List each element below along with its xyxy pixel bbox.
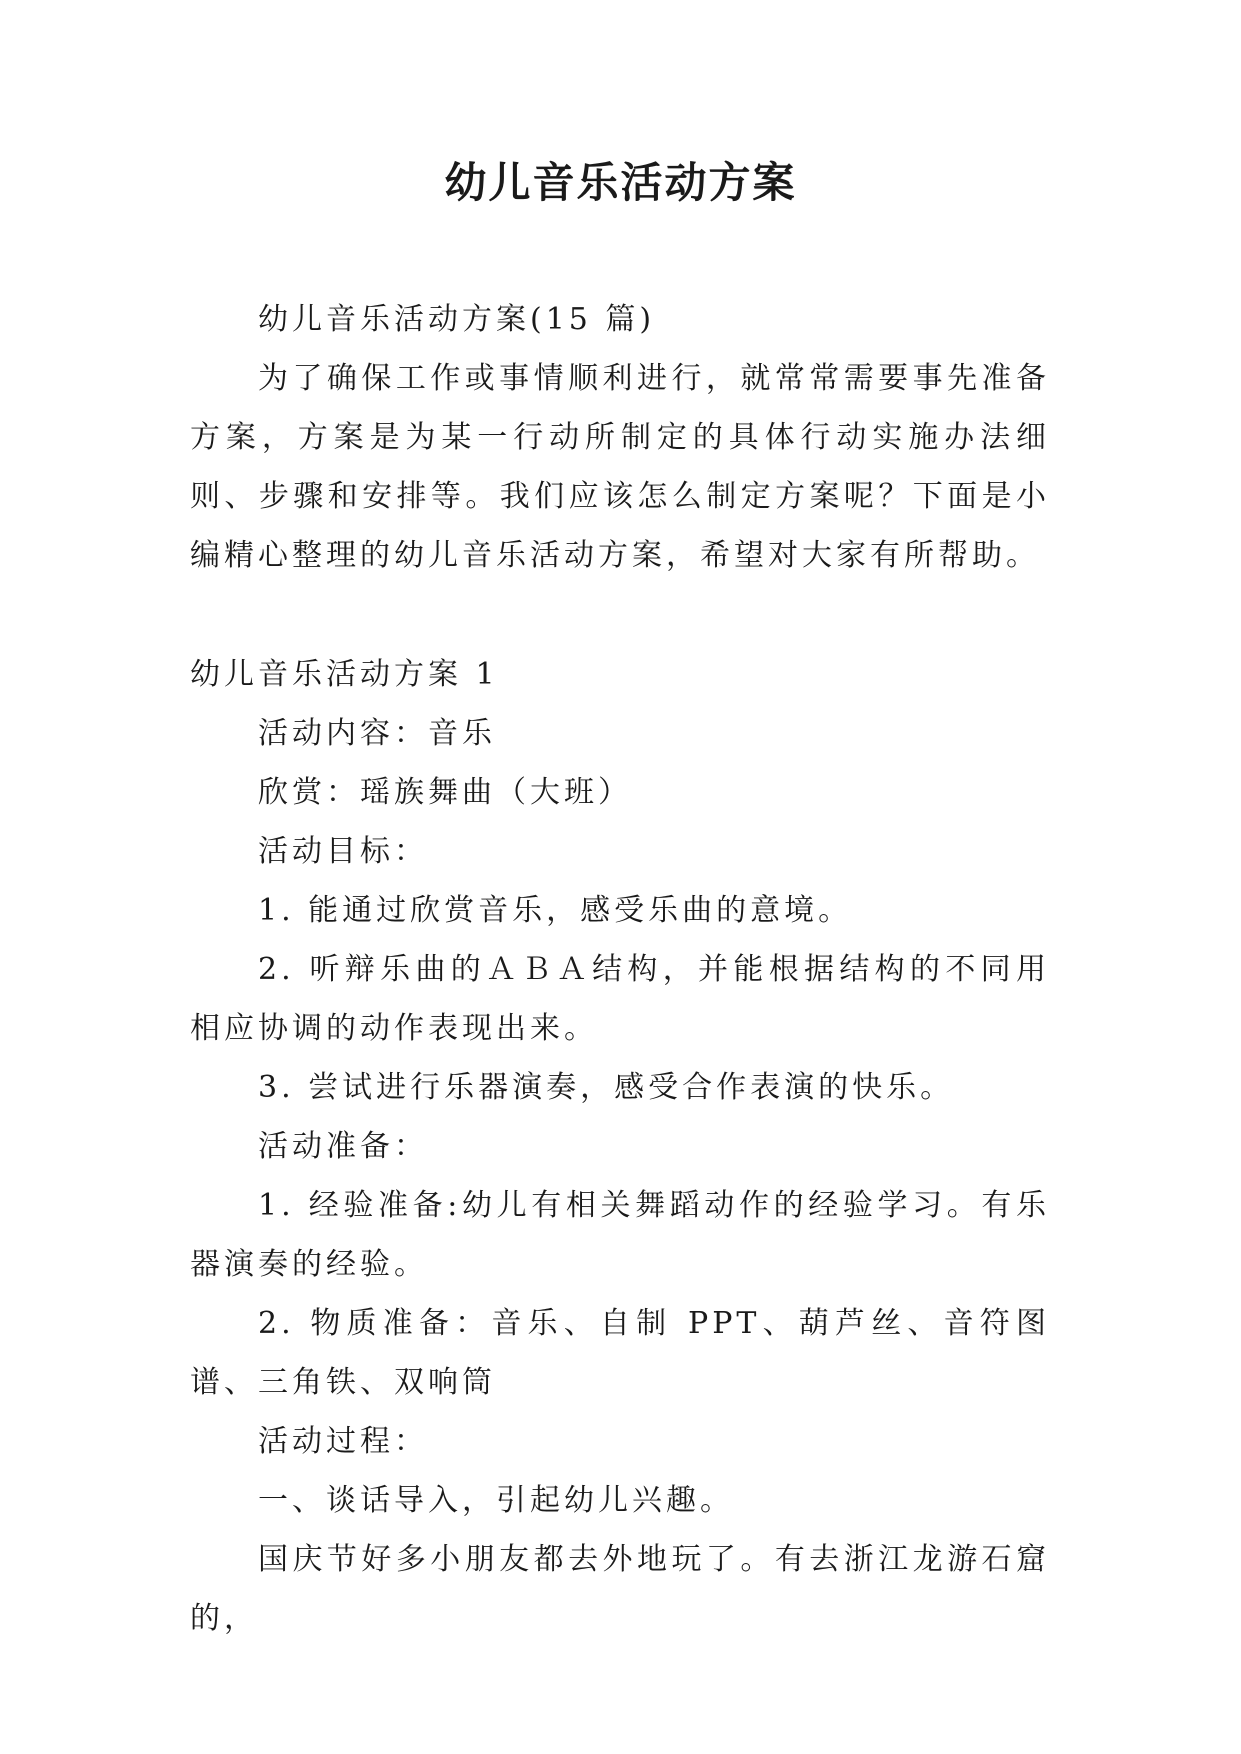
- goal-3: 3. 尝试进行乐器演奏，感受合作表演的快乐。: [258, 1070, 955, 1105]
- document-title: 幼儿音乐活动方案: [444, 158, 797, 207]
- goal-1: 1. 能通过欣赏音乐，感受乐曲的意境。: [258, 893, 853, 928]
- activity-prep-heading: 活动准备：: [258, 1129, 428, 1164]
- activity-content: 活动内容：音乐: [258, 716, 496, 751]
- section-heading-1: 幼儿音乐活动方案 1: [190, 657, 499, 692]
- prep-2: 2. 物质准备：音乐、自制 PPT、葫芦丝、音符图谱、三角铁、双响筒: [190, 1306, 1050, 1400]
- process-paragraph: 国庆节好多小朋友都去外地玩了。有去浙江龙游石窟的，: [190, 1542, 1050, 1636]
- prep-1: 1. 经验准备:幼儿有相关舞蹈动作的经验学习。有乐器演奏的经验。: [190, 1188, 1050, 1282]
- activity-goals-heading: 活动目标：: [258, 834, 428, 869]
- intro-heading: 幼儿音乐活动方案(15 篇): [258, 302, 656, 337]
- intro-paragraph: 为了确保工作或事情顺利进行，就常常需要事先准备方案，方案是为某一行动所制定的具体行动实施办法细则、步骤和安排等。我们应该怎么制定方案呢？下面是小编精心整理的幼儿音乐活动方案，希望对大家有所帮助。: [190, 361, 1050, 573]
- activity-process-heading: 活动过程：: [258, 1424, 428, 1459]
- process-step-1: 一、谈话导入，引起幼儿兴趣。: [258, 1483, 734, 1518]
- activity-appreciation: 欣赏：瑶族舞曲（大班）: [258, 775, 632, 810]
- goal-2: 2. 听辩乐曲的ＡＢＡ结构，并能根据结构的不同用相应协调的动作表现出来。: [190, 952, 1050, 1046]
- document-body: [190, 290, 1050, 1648]
